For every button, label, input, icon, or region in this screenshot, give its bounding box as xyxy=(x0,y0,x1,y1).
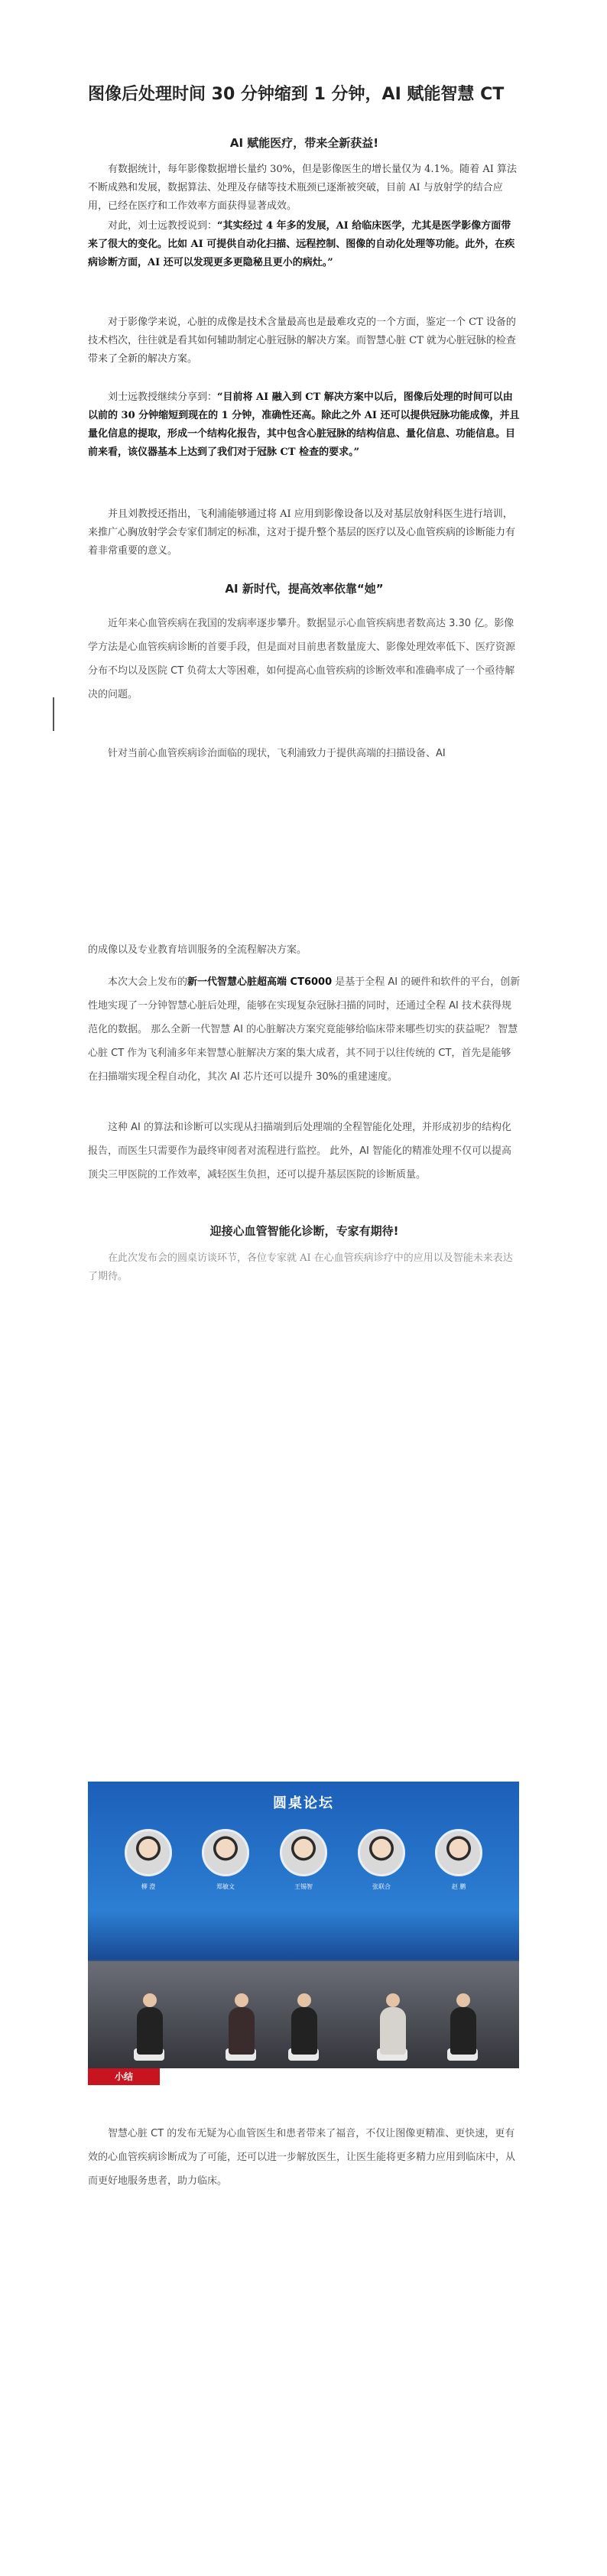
panelist xyxy=(229,2007,255,2055)
paragraph-product xyxy=(88,970,521,1089)
speaker-name: 柳 澄 xyxy=(141,1883,156,1890)
speaker-portrait xyxy=(433,1829,484,1891)
roundtable-photo xyxy=(88,1782,519,2068)
paragraph-quote-liu-2 xyxy=(88,388,521,462)
section-heading-ai-empowers-healthcare: AI 赋能医疗，带来全新获益! xyxy=(229,136,379,150)
speaker-face xyxy=(358,1829,405,1876)
quote-bold: “其实经过 4 年多的发展，AI 给临床医学，尤其是医学影像方面带来了很大的变化。比如 AI 可提供自动化扫描、远程控制、图像的自动化处理等功能。此外，在疾病诊断方面，AI 还可以发现更多更隐秘且更小的病灶。” xyxy=(88,220,515,268)
text-cursor-marker xyxy=(53,697,54,731)
panelist xyxy=(291,2007,317,2055)
speaker-face xyxy=(202,1829,249,1876)
article-title: 图像后处理时间 30 分钟缩到 1 分钟，AI 赋能智慧 CT xyxy=(88,84,505,104)
summary-badge: 小结 xyxy=(88,2068,160,2085)
speaker-name: 郑敏文 xyxy=(216,1883,235,1890)
speaker-face xyxy=(435,1829,482,1876)
paragraph: 近年来心血管疾病在我国的发病率逐步攀升。数据显示心血管疾病患者数高达 3.30 亿。影像学方法是心血管疾病诊断的首要手段，但是面对目前患者数量庞大、影像处理效率低下、医疗资源分布不均以及医院 CT 负荷太大等困难，如何提高心血管疾病的诊断效率和准确率成了一个亟待解决的问题。 xyxy=(88,618,516,700)
panelist xyxy=(137,2007,163,2055)
speaker-portrait xyxy=(356,1829,407,1891)
product-intro: 本次大会上发布的 xyxy=(108,976,188,988)
paragraph: 对于影像学来说，心脏的成像是技术含量最高也是最难攻克的一个方面，鉴定一个 CT 设备的技术档次，往往就是看其如何辅助制定心脏冠脉的解决方案。而智慧心脏 CT 就为心脏冠脉的检查带来了全新的解决方案。 xyxy=(88,317,516,365)
speaker-portrait xyxy=(200,1829,251,1891)
photo-banner-title: 圆桌论坛 xyxy=(273,1795,334,1811)
paragraph: 这种 AI 的算法和诊断可以实现从扫描端到后处理端的全程智能化处理，并形成初步的结构化报告，而医生只需要作为最终审阅者对流程进行监控。 此外，AI 智能化的精准处理不仅可以提高顶尖三甲医院的工作效率，减轻医生负担，还可以提升基层医院的诊断质量。 xyxy=(88,1122,511,1181)
speaker-face xyxy=(280,1829,327,1876)
speaker-face xyxy=(125,1829,172,1876)
panelist xyxy=(450,2007,476,2055)
summary-paragraph: 智慧心脏 CT 的发布无疑为心血管医生和患者带来了福音，不仅让图像更精准、更快速，更有效的心血管疾病诊断成为了可能，还可以进一步解放医生，让医生能将更多精力应用到临床中，从而更好地服务患者，助力临床。 xyxy=(88,2128,516,2187)
product-name: 新一代智慧心脏超高端 CT6000 xyxy=(187,976,333,988)
speaker-name: 王锡智 xyxy=(294,1883,313,1890)
quote-bold: “目前将 AI 融入到 CT 解决方案中以后，图像后处理的时间可以由以前的 30 分钟缩短到现在的 1 分钟，准确性还高。除此之外 AI 还可以提供冠脉功能成像，并且量化信息的提取，形成一个结构化报告，其中包含心脏冠脉的结构信息、量化信息、功能信息。目前来看，该仪器基本上达到了我们对于冠脉 CT 检查的要求。” xyxy=(88,391,520,458)
section-heading-ai-new-era: AI 新时代，提高效率依靠“她” xyxy=(225,582,384,596)
speaker-portrait xyxy=(123,1829,174,1891)
paragraph-quote-liu xyxy=(88,217,521,272)
paragraph: 有数据统计，每年影像数据增长量约 30%，但是影像医生的增长量仅为 4.1%。随着 AI 算法不断成熟和发展，数据算法、处理及存储等技术瓶颈已逐渐被突破，目前 AI 与放射学的结合应用，已经在医疗和工作效率方面获得显著成效。 xyxy=(88,164,517,212)
stage-scene xyxy=(88,1961,519,2068)
speaker-name: 张联合 xyxy=(372,1883,391,1890)
speaker-name: 赵 鹏 xyxy=(451,1883,466,1890)
section-heading-expert-expectations: 迎接心血管智能化诊断，专家有期待! xyxy=(209,1224,399,1238)
paragraph: 并且刘教授还指出，飞利浦能够通过将 AI 应用到影像设备以及对基层放射科医生进行培训，来推广心胸放射学会专家们制定的标准，这对于提升整个基层的医疗以及心血管疾病的诊断能力有着非常重要的意义。 xyxy=(88,508,516,557)
paragraph: 在此次发布会的圆桌访谈环节，各位专家就 AI 在心血管疾病诊疗中的应用以及智能未来表达了期待。 xyxy=(88,1252,513,1282)
speaker-portrait xyxy=(278,1829,329,1891)
panelist xyxy=(380,2007,406,2055)
paragraph-continued: 的成像以及专业教育培训服务的全流程解决方案。 xyxy=(88,944,307,956)
quote-intro: 刘士远教授继续分享到： xyxy=(108,391,218,403)
paragraph: 针对当前心血管疾病诊治面临的现状，飞利浦致力于提供高端的扫描设备、AI xyxy=(108,748,446,759)
quote-intro: 对此，刘士远教授说到： xyxy=(108,220,218,232)
product-desc: 是基于全程 AI 的硬件和软件的平台，创新性地实现了一分钟智慧心脏后处理，能够在实现复杂冠脉扫描的同时，还通过全程 AI 技术获得规范化的数据。 那么全新一代智慧 AI 的心脏解决方案究竟能够给临床带来哪些切实的获益呢？ 智慧心脏 CT 作为飞利浦多年来智慧心脏解决方案的集大成者，其不同于以往传统的 CT，首先是能够在扫描端实现全程自动化，其次 AI 芯片还可以提升 30%的重建速度。 xyxy=(88,976,521,1083)
